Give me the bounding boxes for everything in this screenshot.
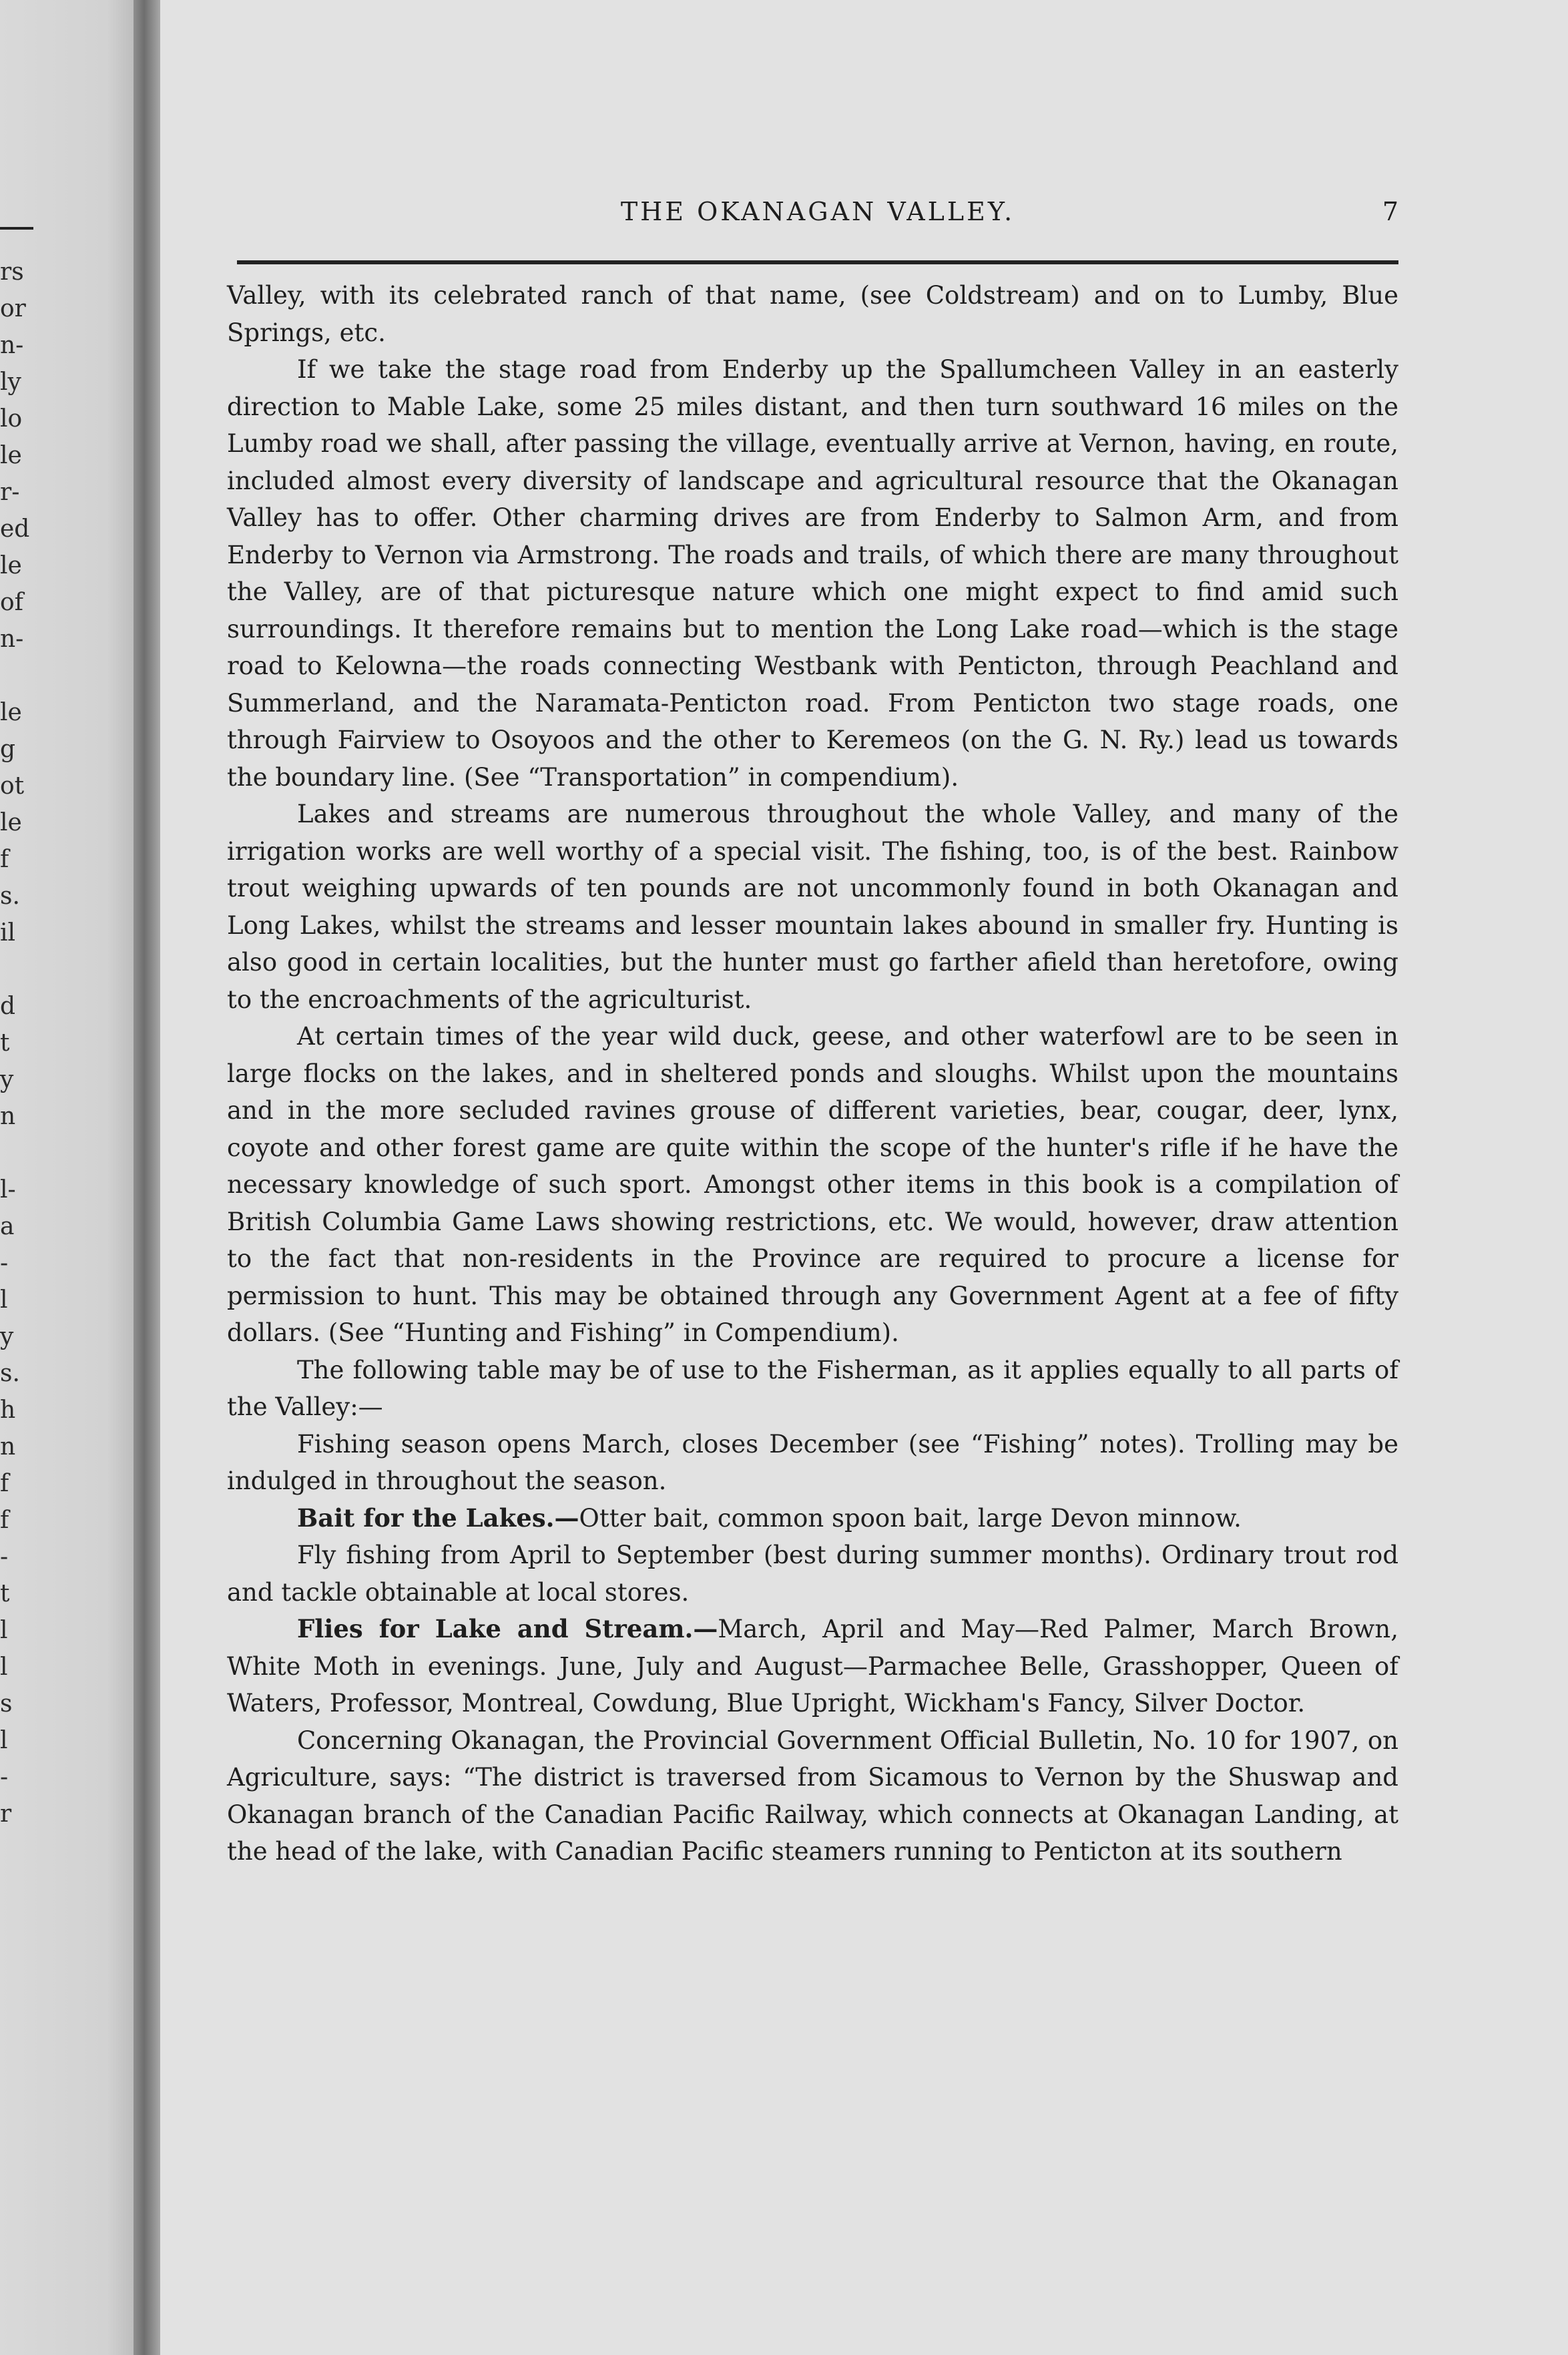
page-number: 7: [1382, 197, 1398, 226]
facing-page-fragment: r-: [0, 479, 20, 506]
paragraph-text: Lakes and streams are numerous throughout the whole Valley, and many of the irrigation works are well worthy of a special visit. The fishing, too, is of the best. Rainbow trout weighing upwards of ten pounds are not uncommonly found in both Okanagan and Long Lakes, whilst the streams and lesser mountain lakes abound in smaller fry. Hunting is also good in certain localities, but the hunter must go farther afield than heretofore, owing to the encroachments of the agriculturist.: [227, 800, 1398, 1014]
facing-page-fragment: [0, 658, 20, 694]
facing-page-fragment: lo: [0, 405, 23, 433]
facing-page-fragment: s.: [0, 1360, 20, 1387]
paragraph-lead: Bait for the Lakes.—: [297, 1503, 579, 1533]
paragraph: [227, 1722, 1398, 1870]
paragraph: [227, 277, 1398, 351]
paragraph-text: The following table may be of use to the Fisherman, as it applies equally to all parts of the Valley:—: [227, 1355, 1398, 1421]
facing-page-fragment: l: [0, 1617, 8, 1644]
facing-page-fragment: f: [0, 1470, 9, 1497]
facing-page-fragment: -: [0, 1543, 9, 1571]
paragraph: [227, 1500, 1398, 1537]
paragraph-text: Valley, with its celebrated ranch of that name, (see Coldstream) and on to Lumby, Blue Springs, etc.: [227, 281, 1398, 347]
facing-page-fragment: t: [0, 1029, 10, 1057]
paragraph-text: At certain times of the year wild duck, geese, and other waterfowl are to be seen in large flocks on the lakes, and in sheltered ponds and sloughs. Whilst upon the mountains and in the more secluded ravines grouse of different varieties, bear, cougar, deer, lynx, coyote and other forest game are quite within the scope of the hunter's rifle if he have the necessary knowledge of such sport. Amongst other items in this book is a compilation of British Columbia Game Laws showing restrictions, etc. We would, however, draw attention to the fact that non-residents in the Province are required to procure a license for permission to hunt. This may be obtained through any Government Agent at a fee of fifty dollars. (See “Hunting and Fishing” in Compendium).: [227, 1022, 1398, 1347]
paragraph-text: If we take the stage road from Enderby up the Spallumcheen Valley in an easterly direction to Mable Lake, some 25 miles distant, and then turn southward 16 miles on the Lumby road we shall, after passing the village, eventually arrive at Vernon, having, en route, included almost every diversity of landscape and agricultural resource that the Okanagan Valley has to offer. Other charming drives are from Enderby to Salmon Arm, and from Enderby to Vernon via Armstrong. The roads and trails, of which there are many throughout the Valley, are of that picturesque nature which one might expect to find amid such surroundings. It therefore remains but to mention the Long Lake road—which is the stage road to Kelowna—the roads connecting Westbank with Penticton, through Peachland and Summerland, and the Naramata-Penticton road. From Penticton two stage roads, one through Fairview to Osoyoos and the other to Keremeos (on the G. N. Ry.) lead us towards the boundary line. (See “Transportation” in compendium).: [227, 355, 1398, 792]
facing-page-fragment: l: [0, 1727, 8, 1754]
paragraph: [227, 1611, 1398, 1722]
paragraph: [227, 1426, 1398, 1500]
facing-page-fragment: rs: [0, 258, 24, 286]
page-header: [237, 197, 1398, 230]
facing-page-fragment: ly: [0, 368, 21, 396]
paragraph-lead: Flies for Lake and Stream.—: [297, 1614, 718, 1643]
facing-page-fragment: le: [0, 809, 22, 836]
facing-page-fragment: ed: [0, 515, 30, 543]
facing-page-margin: [0, 0, 134, 2355]
facing-page-fragment: d: [0, 993, 16, 1020]
paragraph-text: Fly fishing from April to September (best during summer months). Ordinary trout rod and tackle obtainable at local stores.: [227, 1541, 1398, 1607]
facing-page-fragment: [0, 1135, 20, 1171]
facing-page-fragment: -: [0, 1250, 9, 1277]
header-rule: [237, 260, 1398, 264]
facing-page-text-fragments: [0, 254, 30, 1832]
facing-page-fragment: n-: [0, 332, 24, 359]
facing-page-fragment: y: [0, 1323, 14, 1350]
facing-page-fragment: ot: [0, 772, 25, 800]
facing-page-fragment: [0, 951, 20, 988]
paragraph-text: Otter bait, common spoon bait, large Devon minnow.: [579, 1503, 1242, 1533]
body-text: [227, 277, 1398, 1870]
facing-page-fragment: le: [0, 552, 22, 579]
facing-page-fragment: l: [0, 1286, 8, 1314]
paragraph-text: Fishing season opens March, closes December (see “Fishing” notes). Trolling may be indulged in throughout the season.: [227, 1429, 1398, 1495]
facing-page-fragment: le: [0, 442, 22, 469]
paragraph: [227, 1352, 1398, 1426]
facing-page-rule: [0, 227, 33, 230]
facing-page-fragment: t: [0, 1580, 10, 1607]
book-spine: [134, 0, 160, 2355]
facing-page-fragment: f: [0, 1507, 9, 1534]
facing-page-fragment: a: [0, 1213, 15, 1240]
paragraph-text: March, April and May—Red Palmer, March Brown, White Moth in evenings. June, July and August—Parmachee Belle, Grasshopper, Queen of Waters, Professor, Montreal, Cowdung, Blue Upright, Wickham's Fancy, Silver Doctor.: [227, 1615, 1398, 1718]
facing-page-fragment: n-: [0, 625, 24, 653]
facing-page-fragment: il: [0, 919, 16, 947]
facing-page-fragment: n: [0, 1103, 16, 1130]
running-title: THE OKANAGAN VALLEY.: [620, 197, 1015, 226]
paragraph: [227, 351, 1398, 796]
paragraph: [227, 796, 1398, 1018]
facing-page-fragment: g: [0, 736, 16, 763]
facing-page-fragment: n: [0, 1433, 16, 1461]
paragraph: [227, 1018, 1398, 1352]
facing-page-fragment: le: [0, 699, 22, 726]
facing-page-fragment: -: [0, 1764, 9, 1791]
facing-page-fragment: or: [0, 295, 26, 322]
paragraph-text: Concerning Okanagan, the Provincial Government Official Bulletin, No. 10 for 1907, on Agriculture, says: “The district is traversed from Sicamous to Vernon by the Shuswap and Okanagan branch of the Canadian Pacific Railway, which connects at Okanagan Landing, at the head of the lake, with Canadian Pacific steamers running to Penticton at its southern: [227, 1726, 1398, 1866]
facing-page-fragment: h: [0, 1396, 16, 1424]
facing-page-fragment: s: [0, 1690, 13, 1718]
facing-page-fragment: l-: [0, 1176, 16, 1204]
facing-page-fragment: r: [0, 1800, 12, 1828]
facing-page-fragment: l: [0, 1653, 8, 1681]
facing-page-fragment: of: [0, 589, 23, 616]
facing-page-fragment: f: [0, 846, 9, 873]
facing-page-fragment: s.: [0, 882, 20, 910]
paragraph: [227, 1537, 1398, 1611]
facing-page-fragment: y: [0, 1066, 14, 1093]
